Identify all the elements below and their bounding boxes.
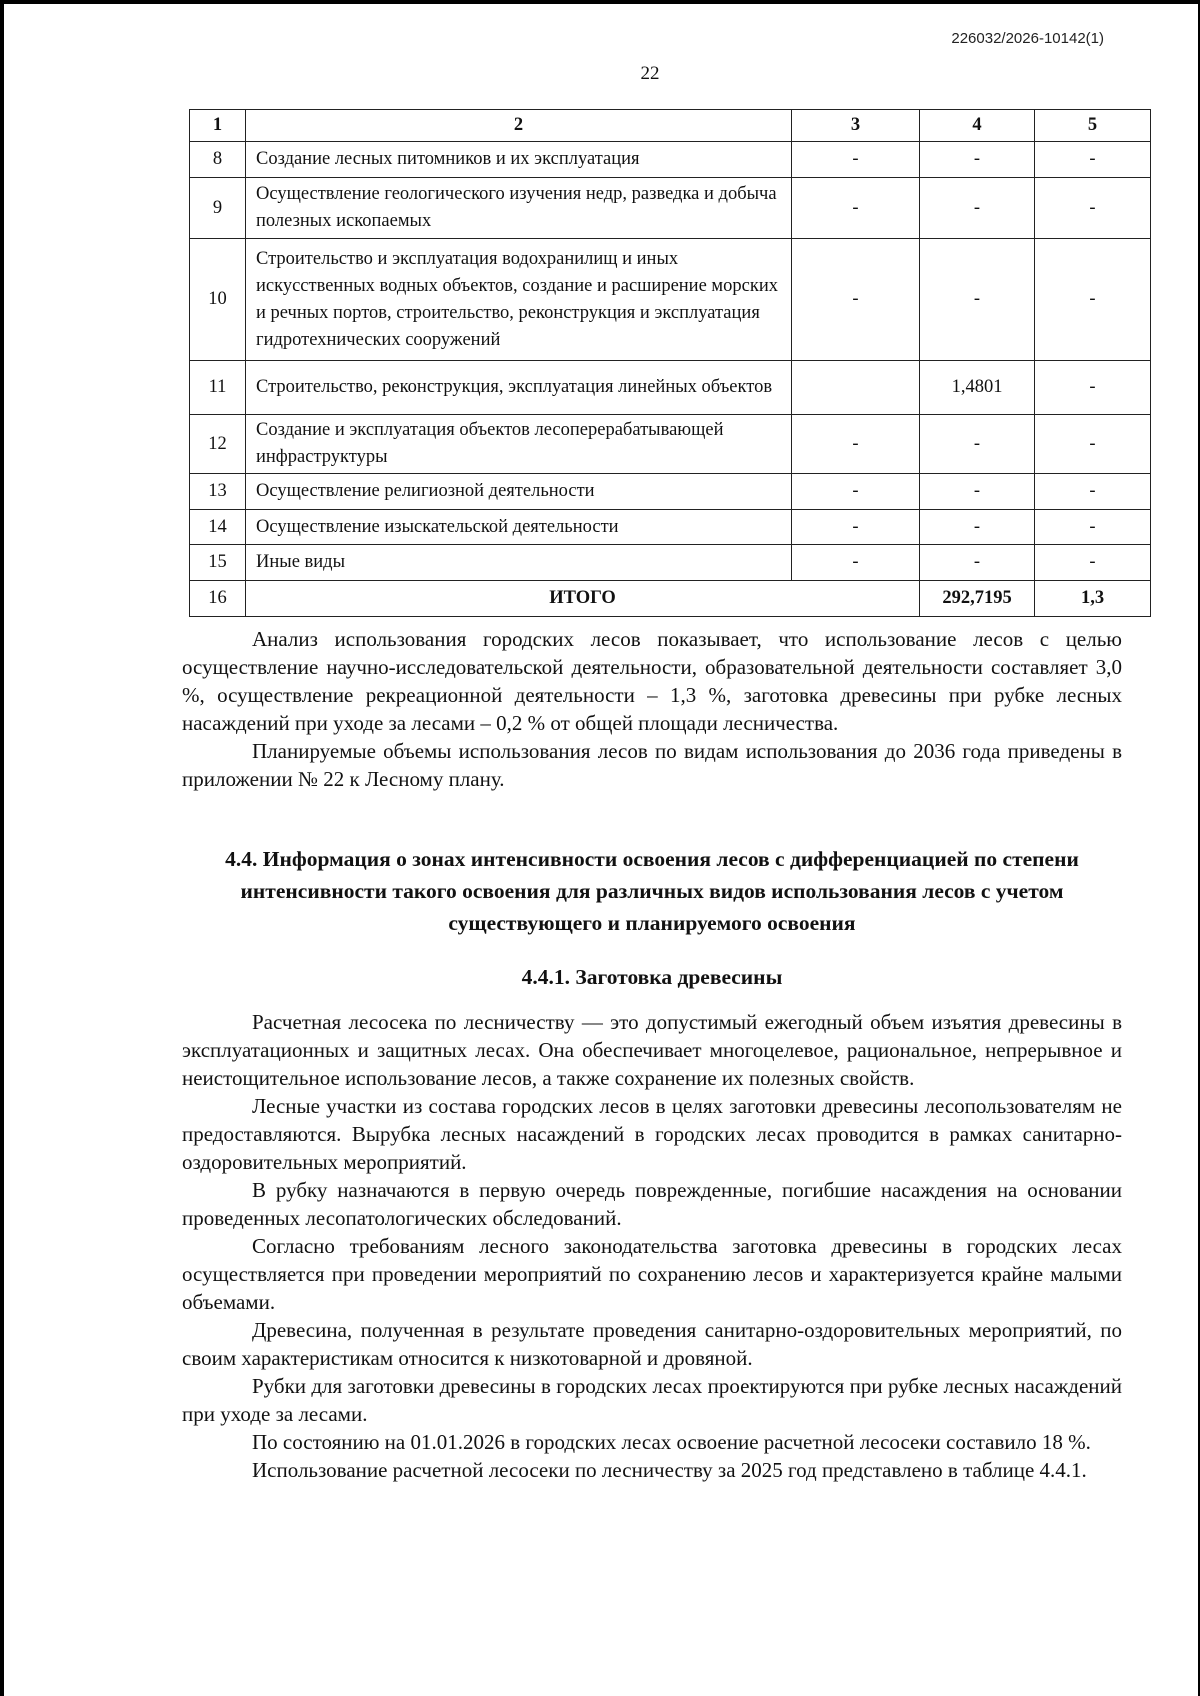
- table-row: [190, 178, 1151, 239]
- subsection-heading: 4.4.1. Заготовка древесины: [521, 965, 783, 989]
- row-name: Иные виды: [246, 545, 792, 581]
- paragraph: В рубку назначаются в первую очередь поврежденные, погибшие насаждения на основании проведенных лесопатологических обследований.: [182, 1178, 1122, 1230]
- row-col5: -: [1035, 415, 1151, 474]
- row-name: Создание лесных питомников и их эксплуатация: [246, 142, 792, 178]
- table-row: [190, 474, 1151, 510]
- paragraph: Лесные участки из состава городских лесов в целях заготовки древесины лесопользователям не предоставляются. Вырубка лесных насаждений в городских лесах проводится в рамках санитарно-оздоровительных мероприятий.: [182, 1094, 1122, 1174]
- paragraph: Рубки для заготовки древесины в городских лесах проектируются при рубке лесных насаждений при уходе за лесами.: [182, 1374, 1122, 1426]
- paragraph: По состоянию на 01.01.2026 в городских лесах освоение расчетной лесосеки составило 18 %.: [252, 1430, 1091, 1454]
- header-cell: 1: [190, 110, 246, 142]
- table-header-row: [190, 110, 1151, 142]
- row-name: Осуществление религиозной деятельности: [246, 474, 792, 510]
- row-name: Строительство и эксплуатация водохранилищ и иных искусственных водных объектов, создание и расширение морских и речных портов, строительство, реконструкция и эксплуатация гидротехнических сооружений: [246, 239, 792, 361]
- row-col5: -: [1035, 361, 1151, 415]
- land-use-table: [189, 109, 1151, 617]
- row-col4: -: [920, 415, 1035, 474]
- paragraph: Согласно требованиям лесного законодательства заготовка древесины в городских лесах осуществляется при проведении мероприятий по сохранению лесов и характеризуется крайне малыми объемами.: [182, 1234, 1122, 1314]
- row-name: Осуществление изыскательской деятельности: [246, 510, 792, 545]
- row-number: 16: [190, 581, 246, 617]
- row-col5: -: [1035, 142, 1151, 178]
- paragraph: Использование расчетной лесосеки по лесничеству за 2025 год представлено в таблице 4.4.1.: [252, 1458, 1087, 1482]
- row-number: 12: [190, 415, 246, 474]
- table-row: [190, 510, 1151, 545]
- row-col5: -: [1035, 510, 1151, 545]
- table-row: [190, 142, 1151, 178]
- row-col4: -: [920, 474, 1035, 510]
- row-number: 14: [190, 510, 246, 545]
- row-col5: -: [1035, 239, 1151, 361]
- row-number: 11: [190, 361, 246, 415]
- paragraph: Древесина, полученная в результате проведения санитарно-оздоровительных мероприятий, по своим характеристикам относится к низкотоварной и дровяной.: [182, 1318, 1122, 1370]
- page-border-top: [0, 0, 1200, 4]
- page-border-left: [0, 0, 4, 1696]
- table-row: [190, 545, 1151, 581]
- header-cell: 4: [920, 110, 1035, 142]
- paragraph: Расчетная лесосека по лесничеству — это допустимый ежегодный объем изъятия древесины в эксплуатационных и защитных лесах. Она обеспечивает многоцелевое, рациональное, непрерывное и неистощительное использование лесов, а также сохранение их полезных свойств.: [182, 1010, 1122, 1090]
- row-col4: 1,4801: [920, 361, 1035, 415]
- row-number: 8: [190, 142, 246, 178]
- row-col3: -: [792, 545, 920, 581]
- timber-harvesting-text: [182, 1008, 1122, 1484]
- row-name: Создание и эксплуатация объектов лесоперерабатывающей инфраструктуры: [246, 415, 792, 474]
- table-total-row: [190, 581, 1151, 617]
- row-col3: -: [792, 142, 920, 178]
- total-col4: 292,7195: [920, 581, 1035, 617]
- page-number: 22: [640, 63, 660, 84]
- header-cell: 2: [246, 110, 792, 142]
- row-col4: -: [920, 239, 1035, 361]
- row-col3: -: [792, 474, 920, 510]
- row-col3: [792, 361, 920, 415]
- row-number: 13: [190, 474, 246, 510]
- table-row: [190, 415, 1151, 474]
- row-col4: -: [920, 510, 1035, 545]
- paragraph: Анализ использования городских лесов показывает, что использование лесов с целью осуществление научно-исследовательской деятельности, образовательной деятельности составляет 3,0 %, осуществление рекреационной деятельности – 1,3 %, заготовка древесины при рубке лесных насаждений при уходе за лесами – 0,2 % от общей площади лесничества.: [182, 627, 1122, 735]
- row-name: Осуществление геологического изучения недр, разведка и добыча полезных ископаемых: [246, 178, 792, 239]
- row-col5: -: [1035, 178, 1151, 239]
- document-id: 226032/2026-10142(1): [951, 30, 1104, 47]
- row-name: Строительство, реконструкция, эксплуатация линейных объектов: [246, 361, 792, 415]
- row-number: 10: [190, 239, 246, 361]
- section-heading: 4.4. Информация о зонах интенсивности освоения лесов с дифференциацией по степени интенсивности такого освоения для различных видов использования лесов с учетом существующего и планируемого освоения: [225, 847, 1079, 935]
- paragraph: Планируемые объемы использования лесов по видам использования до 2036 года приведены в приложении № 22 к Лесному плану.: [182, 739, 1122, 791]
- header-cell: 5: [1035, 110, 1151, 142]
- analysis-text: [182, 625, 1122, 793]
- row-number: 15: [190, 545, 246, 581]
- row-col3: -: [792, 239, 920, 361]
- row-col3: -: [792, 510, 920, 545]
- table-row: [190, 239, 1151, 361]
- total-col5: 1,3: [1035, 581, 1151, 617]
- table-row: [190, 361, 1151, 415]
- row-col4: -: [920, 142, 1035, 178]
- row-col3: -: [792, 178, 920, 239]
- row-col4: -: [920, 178, 1035, 239]
- row-number: 9: [190, 178, 246, 239]
- row-col4: -: [920, 545, 1035, 581]
- row-col3: -: [792, 415, 920, 474]
- header-cell: 3: [792, 110, 920, 142]
- row-col5: -: [1035, 474, 1151, 510]
- total-label: ИТОГО: [246, 581, 920, 617]
- row-col5: -: [1035, 545, 1151, 581]
